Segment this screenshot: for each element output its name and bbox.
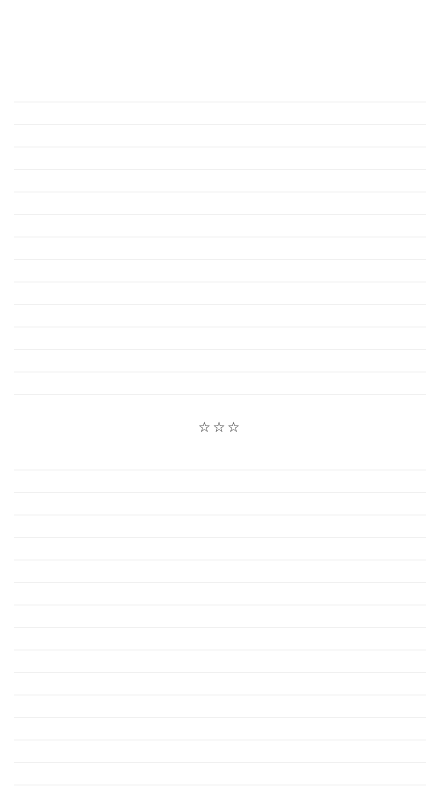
section-separator-stars: ☆☆☆ bbox=[198, 420, 242, 436]
article-paragraph-first bbox=[14, 80, 426, 410]
author-byline bbox=[14, 50, 426, 72]
article-title bbox=[14, 12, 426, 42]
article-paragraph-second bbox=[14, 448, 426, 794]
